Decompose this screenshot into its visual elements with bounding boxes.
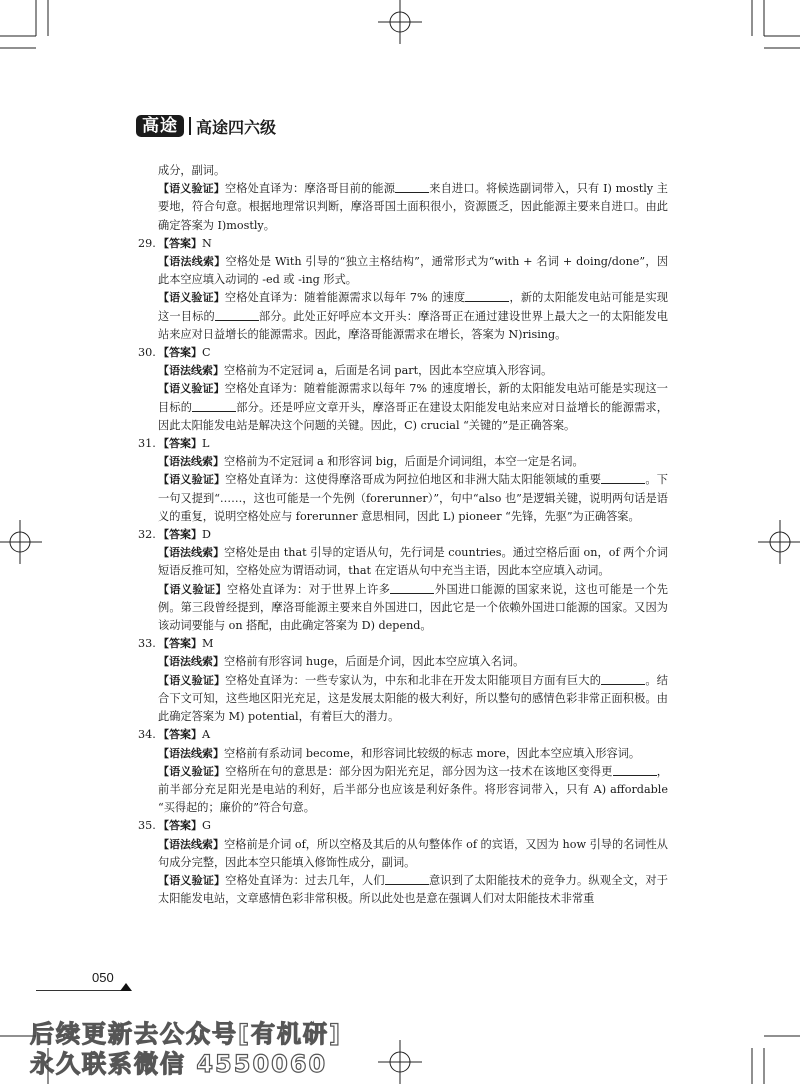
answer-blank — [215, 308, 259, 321]
yufa-label: 【语法线索】 — [158, 837, 225, 851]
yiyi-text: 空格处直译为：随着能源需求以每年 7% 的速度增长，新的太阳能发电站可能是实现这一目标的 — [158, 382, 668, 414]
yiyi-32 — [138, 581, 668, 636]
yufa-label: 【语法线索】 — [158, 746, 224, 760]
answer-blank — [601, 471, 645, 484]
answer-33 — [138, 635, 668, 653]
yiyi-text: 。下一句又提到“……，这也可能是一个先例（forerunner）”，句中“also 也”是逻辑关键，说明两句话是语义的重复，说明空格处应与 forerunner 意思相同，因此 L) pioneer “先锋，先驱”为正确答案。 — [158, 473, 668, 523]
answer-letter: A — [202, 728, 211, 742]
yiyi-label: 【语义验证】 — [158, 473, 226, 487]
intro-line: 成分，副词。 — [158, 164, 226, 177]
question-number: 31. — [138, 437, 156, 451]
answer-letter: G — [202, 819, 211, 833]
header-divider — [189, 117, 191, 135]
watermark-line-1: 后续更新去公众号[有机研] — [30, 1020, 342, 1048]
yufa-label: 【语法线索】 — [158, 655, 224, 669]
yufa-text: 空格前是介词 of，所以空格及其后的从句整体作 of 的宾语，又因为 how 引导的名词性从句成分完整，因此本空只能填入修饰性成分，副词。 — [158, 837, 668, 869]
yufa-text: 空格处是由 that 引导的定语从句，先行词是 countries。通过空格后面 on，of 两个介词短语反推可知，空格处应为谓语动词，that 在定语从句中充当主语，因此本空应填入动词。 — [158, 546, 668, 578]
answer-blank — [390, 581, 434, 594]
answer-blank — [192, 399, 236, 412]
yufa-34 — [138, 745, 668, 763]
yufa-29 — [138, 253, 668, 289]
yufa-text: 空格前有形容词 huge，后面是介词，因此本空应填入名词。 — [224, 655, 525, 669]
yiyi-label: 【语义验证】 — [158, 182, 225, 196]
brand-logo: 高途 — [136, 115, 184, 137]
yiyi-text: 意识到了太阳能技术的竞争力。纵观全文，对于太阳能发电站，文章感情色彩非常积极。所以此处也是意在强调人们对太阳能技术非常重 — [158, 873, 668, 906]
yiyi-text: ，新的太阳能发电站可能是实现这一目标的 — [158, 291, 668, 323]
answer-blank — [385, 872, 429, 885]
yufa-text: 空格处是 With 引导的“独立主格结构”，通常形式为“with + 名词 + doing/done”，因此本空应填入动词的 -ed 或 -ing 形式。 — [158, 255, 669, 287]
yiyi-text: 部分。还是呼应文章开头，摩洛哥正在建设太阳能发电站来应对日益增长的能源需求，因此太阳能发电站是解决这个问题的关键。因此，C) crucial “关键的”是正确答案。 — [158, 400, 668, 432]
answer-blank — [613, 763, 657, 776]
question-number: 33. — [138, 637, 156, 651]
answer-label: 【答案】 — [158, 346, 202, 360]
yiyi-text: 空格处直译为：随着能源需求以每年 7% 的速度 — [224, 291, 466, 305]
yiyi-text: 空格处直译为：摩洛哥目前的能源 — [224, 182, 396, 196]
answer-letter: L — [202, 437, 210, 451]
yiyi-text: 。结合下文可知，这些地区阳光充足，这是发展太阳能的极大利好，所以整句的感情色彩非常正面积极。由此确定答案为 M) potential，有着巨大的潜力。 — [158, 673, 668, 724]
yufa-label: 【语法线索】 — [158, 546, 225, 560]
yiyi-35 — [138, 872, 668, 908]
answer-34 — [138, 726, 668, 744]
yiyi-text: 空格处直译为：对于世界上许多 — [226, 582, 391, 596]
yiyi-label: 【语义验证】 — [158, 382, 225, 396]
yiyi-text: 空格处直译为：过去几年，人们 — [225, 873, 385, 887]
answer-blank — [601, 672, 645, 685]
question-number: 35. — [138, 819, 156, 833]
answer-35 — [138, 817, 668, 835]
footer-triangle-icon — [120, 983, 132, 991]
yiyi-29 — [138, 289, 668, 344]
answer-label: 【答案】 — [158, 728, 202, 742]
yiyi-text: ，前半部分充足阳光是电站的利好，后半部分也应该是利好条件。将形容词带入，只有 A) affordable “买得起的；廉价的”符合句意。 — [158, 764, 668, 815]
yiyi-text: 空格处直译为：一些专家认为，中东和北非在开发太阳能项目方面有巨大的 — [225, 673, 602, 687]
yiyi-31 — [138, 471, 668, 526]
yiyi-34 — [138, 763, 668, 818]
footer-rule — [36, 990, 124, 991]
yiyi-label: 【语义验证】 — [158, 291, 225, 305]
yiyi-33 — [138, 672, 668, 727]
yufa-32 — [138, 544, 668, 580]
yufa-31 — [138, 453, 668, 471]
page-content — [138, 162, 668, 908]
answer-blank — [465, 289, 509, 302]
question-number: 32. — [138, 528, 156, 542]
answer-29 — [138, 235, 668, 253]
question-number: 29. — [138, 236, 156, 250]
yiyi-label: 【语义验证】 — [158, 673, 226, 687]
answer-label: 【答案】 — [158, 819, 202, 833]
yufa-label: 【语法线索】 — [158, 255, 226, 269]
yufa-text: 空格前为不定冠词 a，后面是名词 part，因此本空应填入形容词。 — [224, 364, 553, 378]
intro-yiyi — [138, 180, 668, 235]
answer-letter: D — [202, 528, 211, 542]
page-header — [136, 114, 276, 138]
yufa-text: 空格前为不定冠词 a 和形容词 big，后面是介词词组，本空一定是名词。 — [224, 455, 584, 469]
answer-letter: C — [202, 346, 211, 360]
yiyi-label: 【语义验证】 — [158, 764, 226, 778]
question-number: 30. — [138, 346, 156, 360]
yufa-35 — [138, 836, 668, 872]
yiyi-text: 空格处直译为：这使得摩洛哥成为阿拉伯地区和非洲大陆太阳能领域的重要 — [225, 473, 602, 487]
yiyi-text: 部分。此处正好呼应本文开头：摩洛哥正在通过建设世界上最大之一的太阳能发电站来应对日益增长的能源需求。因此，摩洛哥能源需求在增长，答案为 N)rising。 — [158, 309, 668, 341]
answer-blank — [395, 180, 429, 193]
answer-letter: M — [202, 637, 214, 651]
answer-30 — [138, 344, 668, 362]
yiyi-label: 【语义验证】 — [158, 582, 227, 596]
question-number: 34. — [138, 728, 156, 742]
answer-32 — [138, 526, 668, 544]
yufa-30 — [138, 362, 668, 380]
page-number: 050 — [92, 970, 114, 985]
yufa-label: 【语法线索】 — [158, 455, 224, 469]
answer-label: 【答案】 — [158, 637, 202, 651]
yufa-label: 【语法线索】 — [158, 364, 224, 378]
yufa-text: 空格前有系动词 become，和形容词比较级的标志 more，因此本空应填入形容词。 — [224, 746, 641, 760]
watermark-line-2: 永久联系微信 4550060 — [30, 1050, 328, 1078]
yufa-33 — [138, 653, 668, 671]
yiyi-label: 【语义验证】 — [158, 873, 226, 887]
answer-label: 【答案】 — [158, 528, 202, 542]
answer-label: 【答案】 — [158, 437, 202, 451]
yiyi-text: 来自进口。将候选副词带入，只有 I) mostly 主要地，符合句意。根据地理常识判断，摩洛哥国土面积很小，资源匮乏，因此能源主要来自进口。由此确定答案为 I)mostly。 — [158, 182, 668, 232]
header-title: 高途四六级 — [196, 117, 277, 137]
answer-letter: N — [202, 236, 212, 250]
answer-label: 【答案】 — [158, 236, 202, 250]
answer-31 — [138, 435, 668, 453]
yiyi-text: 空格所在句的意思是：部分因为阳光充足，部分因为这一技术在该地区变得更 — [225, 764, 613, 778]
yiyi-text: 外国进口能源的国家来说，这也可能是一个先例。第三段曾经提到，摩洛哥能源主要来自外国进口，因此它是一个依赖外国进口能源的国家。又因为该动词要能与 on 搭配，由此确定答案为 D) depend。 — [158, 582, 668, 633]
yiyi-30 — [138, 380, 668, 435]
